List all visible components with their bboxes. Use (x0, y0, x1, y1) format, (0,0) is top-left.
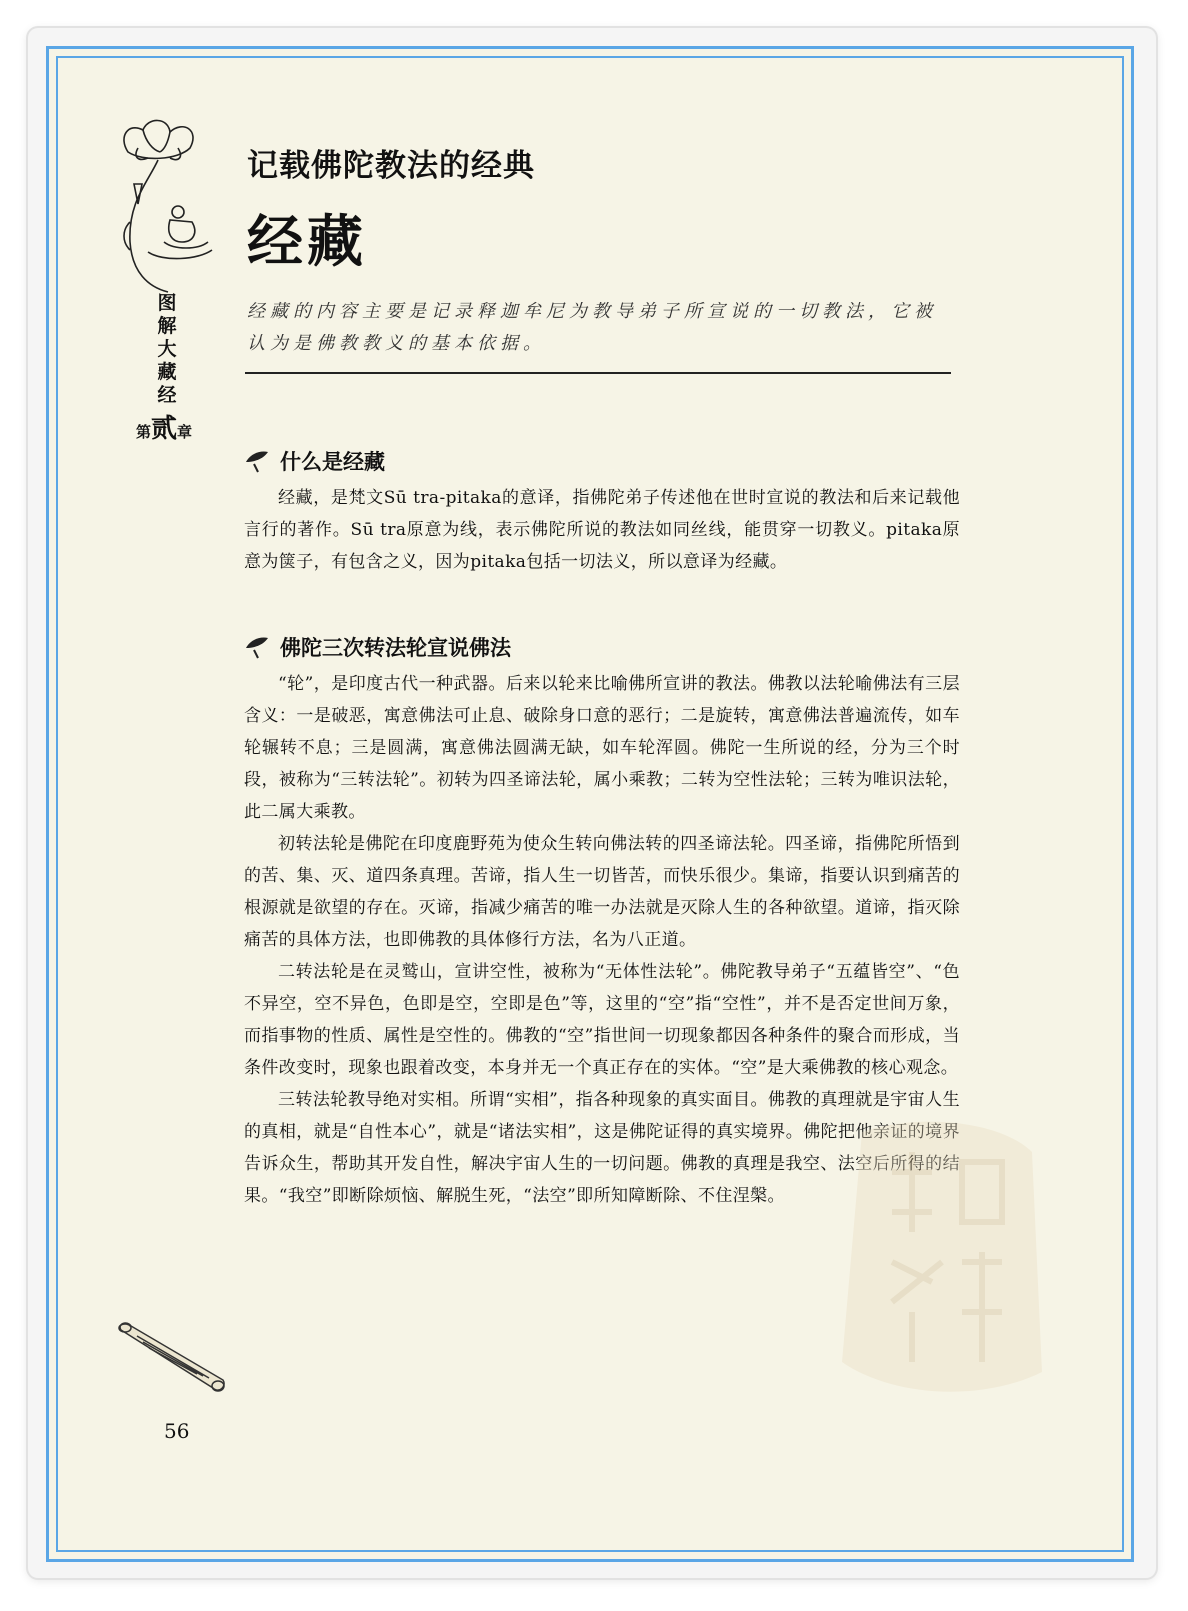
book-title-char: 大 (157, 338, 177, 360)
section-heading (244, 446, 960, 482)
chapter-prefix: 第 (136, 423, 152, 441)
page-number: 56 (164, 1419, 190, 1443)
divider-rule (245, 372, 951, 374)
paragraph: 三转法轮教导绝对实相。所谓“实相”，指各种现象的真实面目。佛教的真理就是宇宙人生的真相，就是“自性本心”，就是“诸法实相”，这是佛陀证得的真实境界。佛陀把他亲证的境界告诉众生，帮助其开发自性，解决宇宙人生的一切问题。佛教的真理是我空、法空后所得的结果。“我空”即断除烦恼、解脱生死，“法空”即所知障断除、不住涅槃。 (244, 1090, 960, 1206)
section-what-is-sutra-pitaka (244, 446, 960, 578)
chapter-number: 贰 (151, 414, 178, 444)
book-title-char: 经 (157, 384, 177, 406)
paragraph: “轮”，是印度古代一种武器。后来以轮来比喻佛所宣讲的教法。佛教以法轮喻佛法有三层含义：一是破恶，寓意佛法可止息、破除身口意的恶行；二是旋转，寓意佛法普遍流传，如车轮辗转不息；三是圆满，寓意佛法圆满无缺，如车轮浑圆。佛陀一生所说的经，分为三个时段，被称为“三转法轮”。初转为四圣谛法轮，属小乘教；二转为空性法轮；三转为唯识法轮，此二属大乘教。 (244, 674, 960, 822)
section-heading (244, 632, 960, 668)
paragraph: 二转法轮是在灵鹫山，宣讲空性，被称为“无体性法轮”。佛陀教导弟子“五蕴皆空”、“色不异空，空不异色，色即是空，空即是色”等，这里的“空”指“空性”，并不是否定世间万象，而指事物的性质、属性是空性的。佛教的“空”指世间一切现象都因各种条件的聚合而形成，当条件改变时，现象也跟着改变，本身并无一个真正存在的实体。“空”是大乘佛教的核心观念。 (244, 962, 960, 1078)
intro-text: 经藏的内容主要是记录释迦牟尼为教导弟子所宣说的一切教法，它被认为是佛教教义的基本依据。 (247, 301, 937, 354)
brush-icon (244, 634, 272, 660)
paragraph: 经藏，是梵文Sū tra-pitaka的意译，指佛陀弟子传述他在世时宣说的教法和后来记载他言行的著作。Sū tra原意为线，表示佛陀所说的教法如同丝线，能贯穿一切教义。pitaka原意为箧子，有包含之义，因为pitaka包括一切法义，所以意译为经藏。 (244, 488, 960, 572)
seal-watermark-icon (832, 1112, 1047, 1402)
paragraph: 初转法轮是佛陀在印度鹿野苑为使众生转向佛法转的四圣谛法轮。四圣谛，指佛陀所悟到的苦、集、灭、道四条真理。苦谛，指人生一切皆苦，而快乐很少。集谛，指要认识到痛苦的根源就是欲望的存在。灭谛，指减少痛苦的唯一办法就是灭除人生的各种欲望。道谛，指灭除痛苦的具体方法，也即佛教的具体修行方法，名为八正道。 (244, 834, 960, 950)
page-subtitle: 记载佛陀教法的经典 (247, 148, 535, 184)
section-heading-text: 佛陀三次转法轮宣说佛法 (280, 636, 511, 660)
book-title-char: 藏 (157, 361, 177, 383)
book-title-char: 图 (157, 292, 177, 314)
chapter-label (136, 408, 192, 445)
brush-icon (244, 448, 272, 474)
chapter-suffix: 章 (177, 423, 193, 441)
book-title-vertical (152, 292, 182, 407)
scroll-icon (113, 1320, 231, 1404)
section-heading-text: 什么是经藏 (280, 450, 385, 474)
page-title: 经藏 (247, 210, 367, 275)
lotus-ornament-icon (108, 112, 218, 302)
book-title-char: 解 (157, 315, 177, 337)
